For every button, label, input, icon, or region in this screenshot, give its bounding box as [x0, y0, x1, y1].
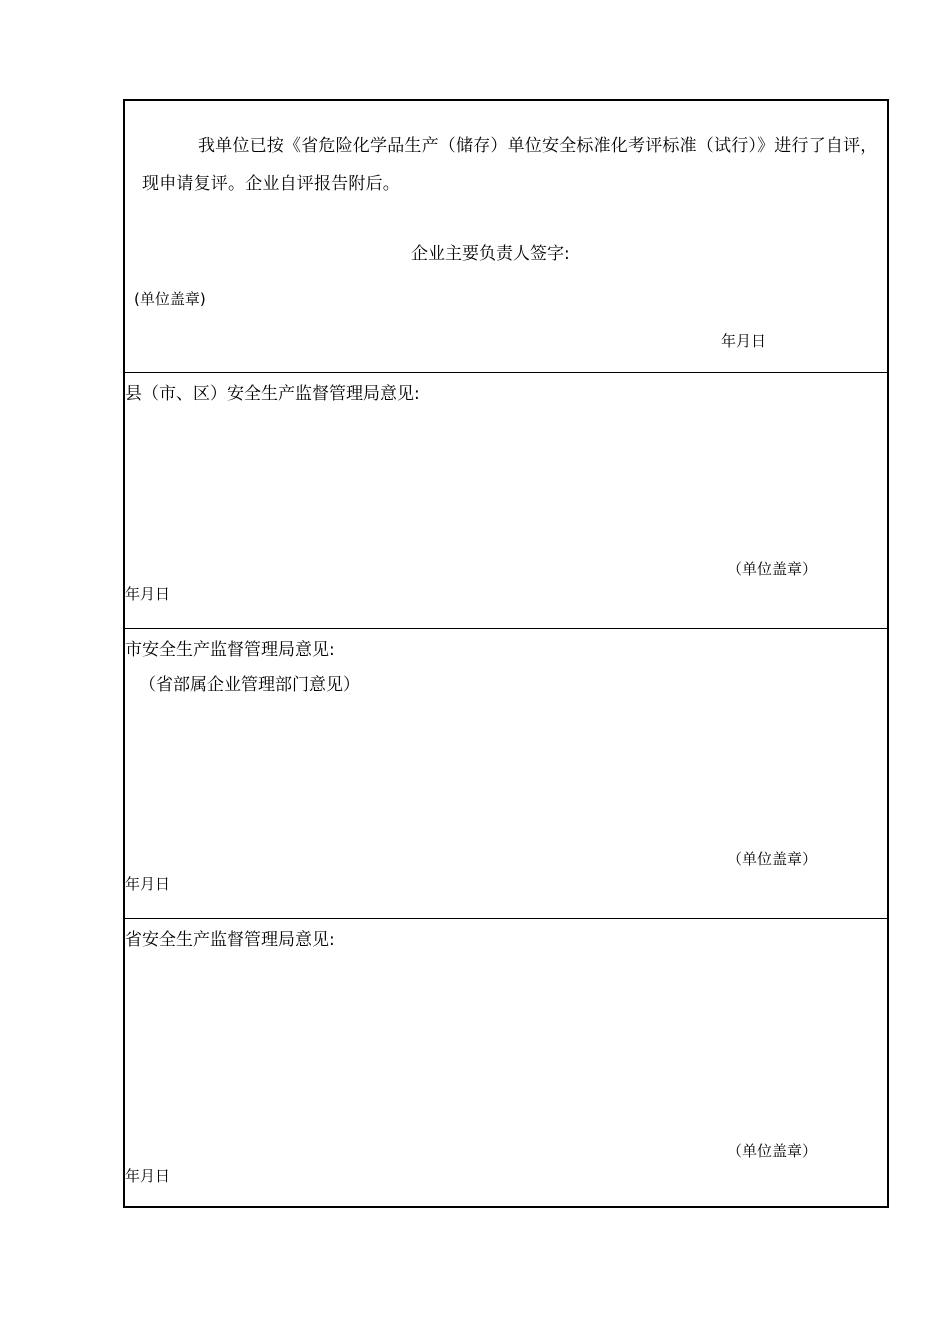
city-date-label: 年月日 — [125, 875, 171, 893]
county-seal-label: （单位盖章） — [727, 560, 818, 578]
self-evaluation-statement: 我单位已按《省危险化学品生产（储存）单位安全标准化考评标准（试行）》进行了自评，现申请复评。企业自评报告附后。 — [142, 136, 878, 194]
province-date-label: 年月日 — [125, 1167, 171, 1185]
county-opinion-label: 县（市、区）安全生产监督管理局意见: — [125, 384, 420, 404]
enterprise-seal-label: (单位盖章) — [134, 290, 206, 308]
provincial-enterprise-dept-label: （省部属企业管理部门意见） — [139, 675, 360, 695]
enterprise-section — [125, 101, 887, 372]
city-opinion-label: 市安全生产监督管理局意见: — [125, 640, 335, 660]
province-opinion-section — [125, 918, 887, 1208]
province-seal-label: （单位盖章） — [727, 1142, 818, 1160]
county-date-label: 年月日 — [125, 585, 171, 603]
city-seal-label: （单位盖章） — [727, 850, 818, 868]
enterprise-date-label: 年月日 — [721, 332, 767, 350]
review-application-form — [123, 99, 889, 1208]
province-opinion-label: 省安全生产监督管理局意见: — [125, 930, 335, 950]
city-opinion-section — [125, 628, 887, 918]
county-opinion-section — [125, 372, 887, 628]
signature-label: 企业主要负责人签字: — [411, 244, 570, 264]
